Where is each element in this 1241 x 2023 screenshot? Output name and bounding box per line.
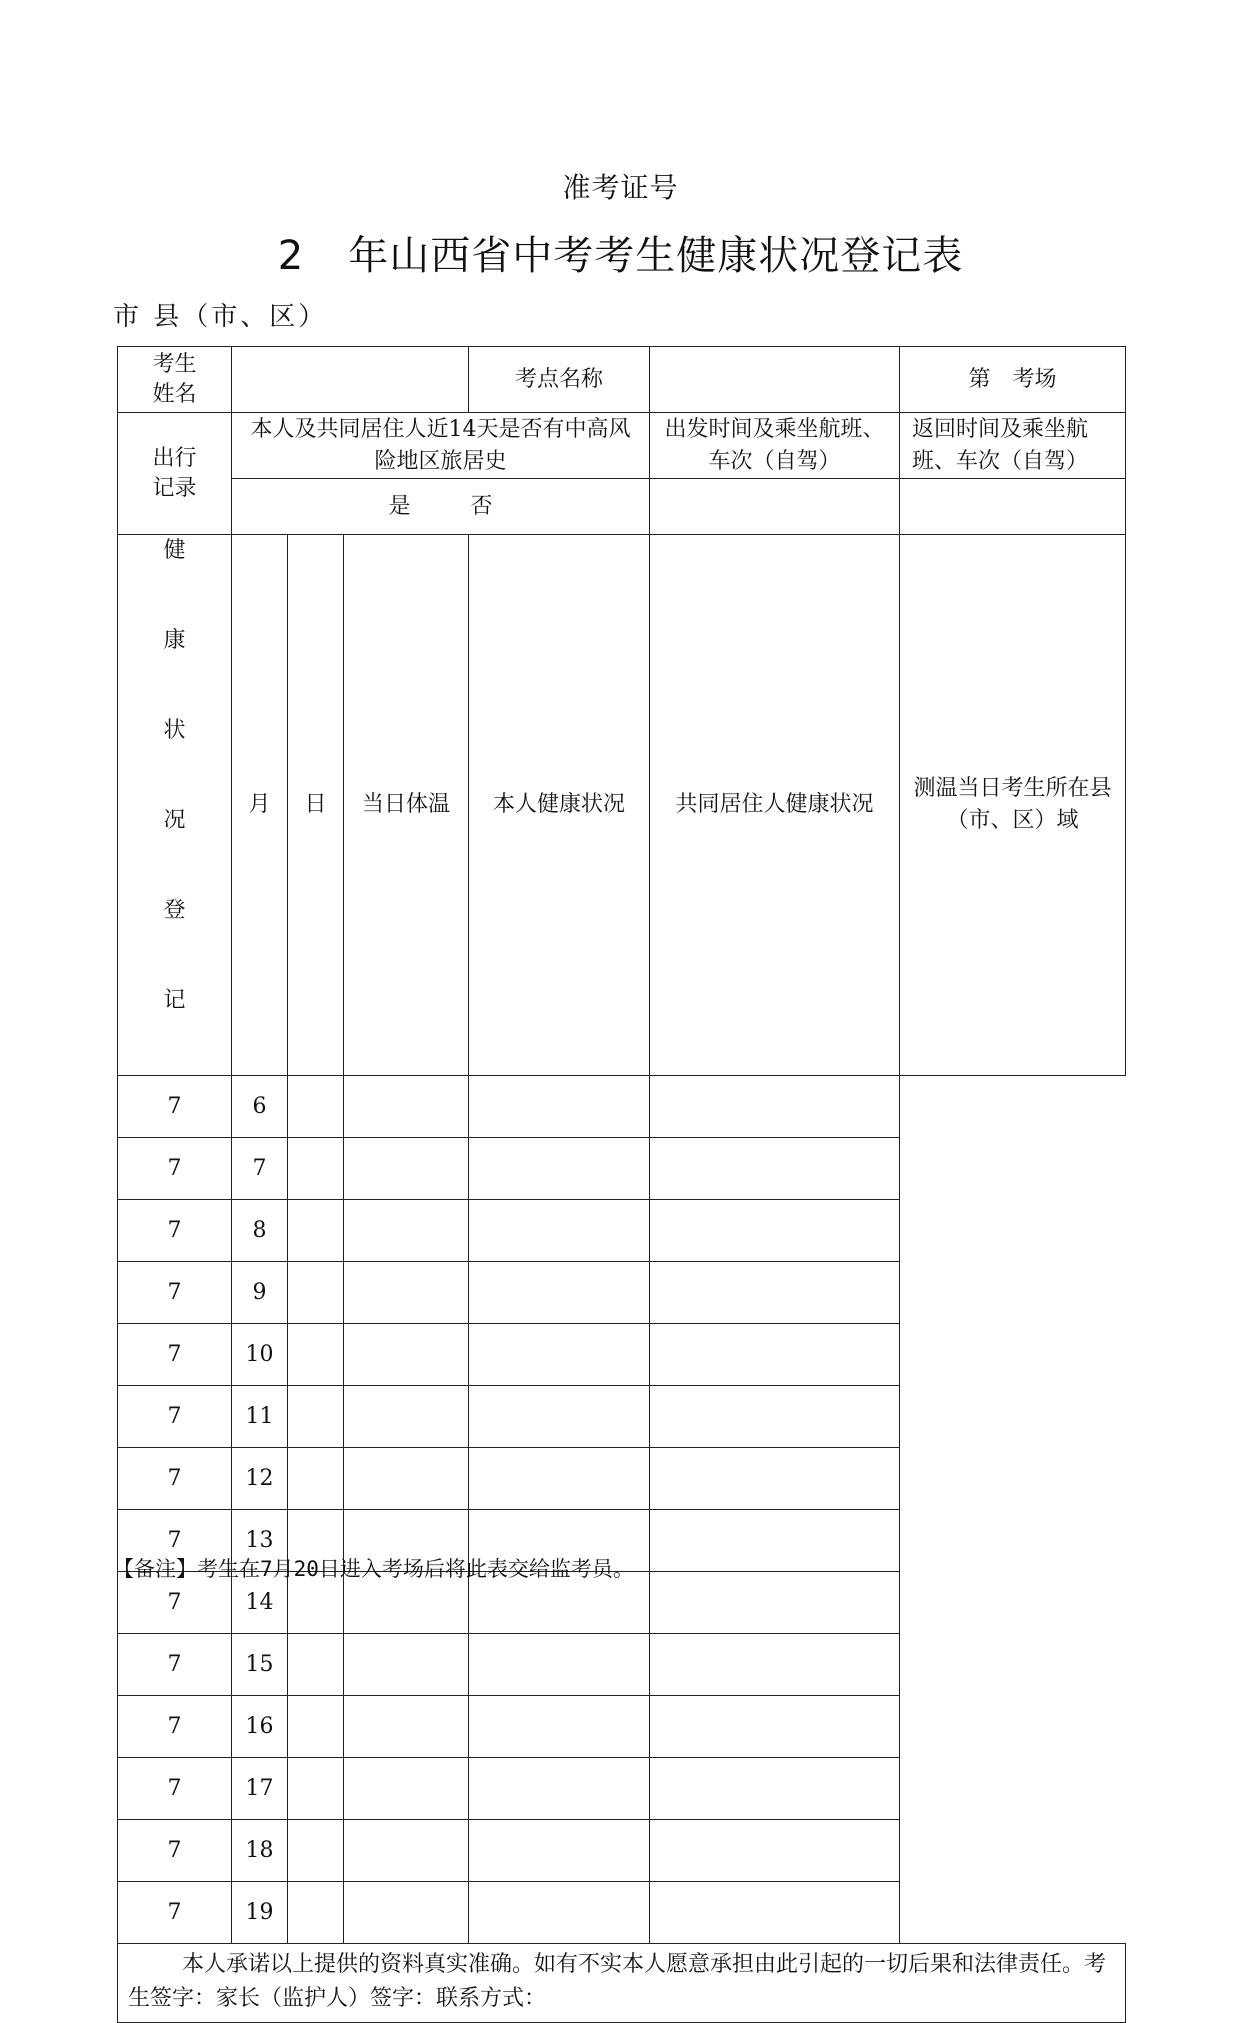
self-health-field[interactable] (344, 1138, 469, 1200)
day-cell: 16 (232, 1696, 288, 1758)
no-option[interactable]: 否 (470, 493, 493, 519)
temperature-field[interactable] (288, 1696, 344, 1758)
day-cell: 11 (232, 1386, 288, 1448)
cohabitant-health-field[interactable] (469, 1758, 650, 1820)
region-field[interactable] (650, 1882, 900, 1944)
day-cell: 15 (232, 1634, 288, 1696)
health-label-char: 康 (163, 628, 186, 653)
temperature-field[interactable] (288, 1386, 344, 1448)
month-cell: 7 (118, 1076, 232, 1138)
self-health-field[interactable] (344, 1262, 469, 1324)
yes-no-options[interactable] (232, 479, 650, 535)
name-row (118, 347, 1126, 413)
cohabitant-health-field[interactable] (469, 1386, 650, 1448)
region-field[interactable] (650, 1386, 900, 1448)
pledge-row (118, 1944, 1126, 2023)
health-section-label (118, 535, 232, 1076)
month-header: 月 (232, 535, 288, 1076)
cohabitant-health-field[interactable] (469, 1138, 650, 1200)
cohabitant-health-field[interactable] (469, 1696, 650, 1758)
exam-site-label: 考点名称 (469, 347, 650, 413)
table-row (118, 1076, 1126, 1138)
region-field[interactable] (650, 1758, 900, 1820)
self-health-field[interactable] (344, 1820, 469, 1882)
return-label: 返回时间及乘坐航班、车次（自驾） (900, 413, 1126, 479)
table-row (118, 1758, 1126, 1820)
health-registration-form (117, 346, 1126, 2023)
day-cell: 7 (232, 1138, 288, 1200)
return-field[interactable] (900, 479, 1126, 535)
temperature-header: 当日体温 (344, 535, 469, 1076)
self-health-field[interactable] (344, 1324, 469, 1386)
month-cell: 7 (118, 1696, 232, 1758)
travel-answer-row (118, 479, 1126, 535)
title-text: 年山西省中考考生健康状况登记表 (348, 233, 964, 279)
self-health-header: 本人健康状况 (469, 535, 650, 1076)
day-cell: 17 (232, 1758, 288, 1820)
table-row (118, 1448, 1126, 1510)
cohabitant-health-field[interactable] (469, 1882, 650, 1944)
cohabitant-health-field[interactable] (469, 1634, 650, 1696)
pledge-text: 本人承诺以上提供的资料真实准确。如有不实本人愿意承担由此引起的一切后果和法律责任。 (182, 1952, 1085, 1977)
cohabitant-health-field[interactable] (469, 1200, 650, 1262)
page-title (0, 224, 1241, 281)
temperature-field[interactable] (288, 1324, 344, 1386)
self-health-field[interactable] (344, 1882, 469, 1944)
month-cell: 7 (118, 1200, 232, 1262)
health-label-char: 状 (163, 718, 186, 743)
candidate-sign-label[interactable]: 考生签字： (128, 1952, 1107, 2011)
table-row (118, 1200, 1126, 1262)
region-label: 市 县（市、区） (113, 302, 328, 332)
region-field[interactable] (650, 1076, 900, 1138)
day-cell: 12 (232, 1448, 288, 1510)
temperature-field[interactable] (288, 1262, 344, 1324)
cohabitant-health-field[interactable] (469, 1448, 650, 1510)
health-label-char: 登 (163, 898, 186, 923)
table-row (118, 1386, 1126, 1448)
month-cell: 7 (118, 1820, 232, 1882)
parent-sign-label[interactable]: 家长（监护人）签字： (216, 1986, 437, 2011)
travel-question: 本人及共同居住人近14天是否有中高风险地区旅居史 (232, 413, 650, 479)
month-cell: 7 (118, 1634, 232, 1696)
departure-field[interactable] (650, 479, 900, 535)
title-year: 2 (277, 233, 305, 279)
exam-room-label[interactable]: 第 考场 (900, 347, 1126, 413)
table-row (118, 1634, 1126, 1696)
month-cell: 7 (118, 1448, 232, 1510)
departure-label: 出发时间及乘坐航班、车次（自驾） (650, 413, 900, 479)
pledge-cell (118, 1944, 1126, 2023)
health-label-stack (122, 535, 227, 1075)
temperature-field[interactable] (288, 1200, 344, 1262)
region-field[interactable] (650, 1448, 900, 1510)
contact-label[interactable]: 联系方式： (436, 1986, 547, 2011)
self-health-field[interactable] (344, 1696, 469, 1758)
month-cell: 7 (118, 1510, 232, 1572)
month-cell: 7 (118, 1882, 232, 1944)
day-cell: 10 (232, 1324, 288, 1386)
name-label: 考生 姓名 (118, 347, 232, 413)
day-cell: 19 (232, 1882, 288, 1944)
temperature-field[interactable] (288, 1448, 344, 1510)
month-cell: 7 (118, 1386, 232, 1448)
temperature-field[interactable] (288, 1138, 344, 1200)
day-cell: 9 (232, 1262, 288, 1324)
travel-header-row (118, 413, 1126, 479)
table-row (118, 1696, 1126, 1758)
region-field[interactable] (650, 1510, 900, 1572)
month-cell: 7 (118, 1572, 232, 1634)
health-rows (118, 1076, 1126, 1944)
region-field[interactable] (650, 1572, 900, 1634)
temperature-field[interactable] (288, 1758, 344, 1820)
exam-site-field[interactable] (650, 347, 900, 413)
month-cell: 7 (118, 1758, 232, 1820)
cohabitant-health-header: 共同居住人健康状况 (650, 535, 900, 1076)
self-health-field[interactable] (344, 1386, 469, 1448)
self-health-field[interactable] (344, 1448, 469, 1510)
day-cell: 18 (232, 1820, 288, 1882)
table-row (118, 1324, 1126, 1386)
footnote: 【备注】考生在7月20日进入考场后将此表交给监考员。 (113, 1557, 634, 1581)
self-health-field[interactable] (344, 1076, 469, 1138)
region-field[interactable] (650, 1820, 900, 1882)
self-health-field[interactable] (344, 1758, 469, 1820)
temperature-field[interactable] (288, 1882, 344, 1944)
region-field[interactable] (650, 1324, 900, 1386)
day-header: 日 (288, 535, 344, 1076)
health-label-char: 况 (163, 808, 186, 833)
self-health-field[interactable] (344, 1634, 469, 1696)
region-header: 测温当日考生所在县（市、区）域 (900, 535, 1126, 1076)
day-cell: 6 (232, 1076, 288, 1138)
temperature-field[interactable] (288, 1076, 344, 1138)
self-health-field[interactable] (344, 1200, 469, 1262)
region-field[interactable] (650, 1634, 900, 1696)
day-cell: 13 (232, 1510, 288, 1572)
region-field[interactable] (650, 1200, 900, 1262)
month-cell: 7 (118, 1138, 232, 1200)
health-label-char: 记 (163, 988, 186, 1013)
cohabitant-health-field[interactable] (469, 1324, 650, 1386)
yes-option[interactable]: 是 (388, 493, 411, 519)
month-cell: 7 (118, 1262, 232, 1324)
table-row (118, 1820, 1126, 1882)
day-cell: 8 (232, 1200, 288, 1262)
day-cell: 14 (232, 1572, 288, 1634)
month-cell: 7 (118, 1324, 232, 1386)
region-field[interactable] (650, 1696, 900, 1758)
table-row (118, 1138, 1126, 1200)
region-field[interactable] (650, 1138, 900, 1200)
table-row (118, 1882, 1126, 1944)
temperature-field[interactable] (288, 1634, 344, 1696)
health-header-row (118, 535, 1126, 1076)
health-label-char: 健 (163, 538, 186, 563)
name-field[interactable] (232, 347, 469, 413)
temperature-field[interactable] (288, 1820, 344, 1882)
exam-id-label: 准考证号 (562, 171, 679, 204)
travel-label: 出行 记录 (118, 413, 232, 535)
cohabitant-health-field[interactable] (469, 1820, 650, 1882)
cohabitant-health-field[interactable] (469, 1076, 650, 1138)
table-row (118, 1262, 1126, 1324)
region-field[interactable] (650, 1262, 900, 1324)
cohabitant-health-field[interactable] (469, 1262, 650, 1324)
